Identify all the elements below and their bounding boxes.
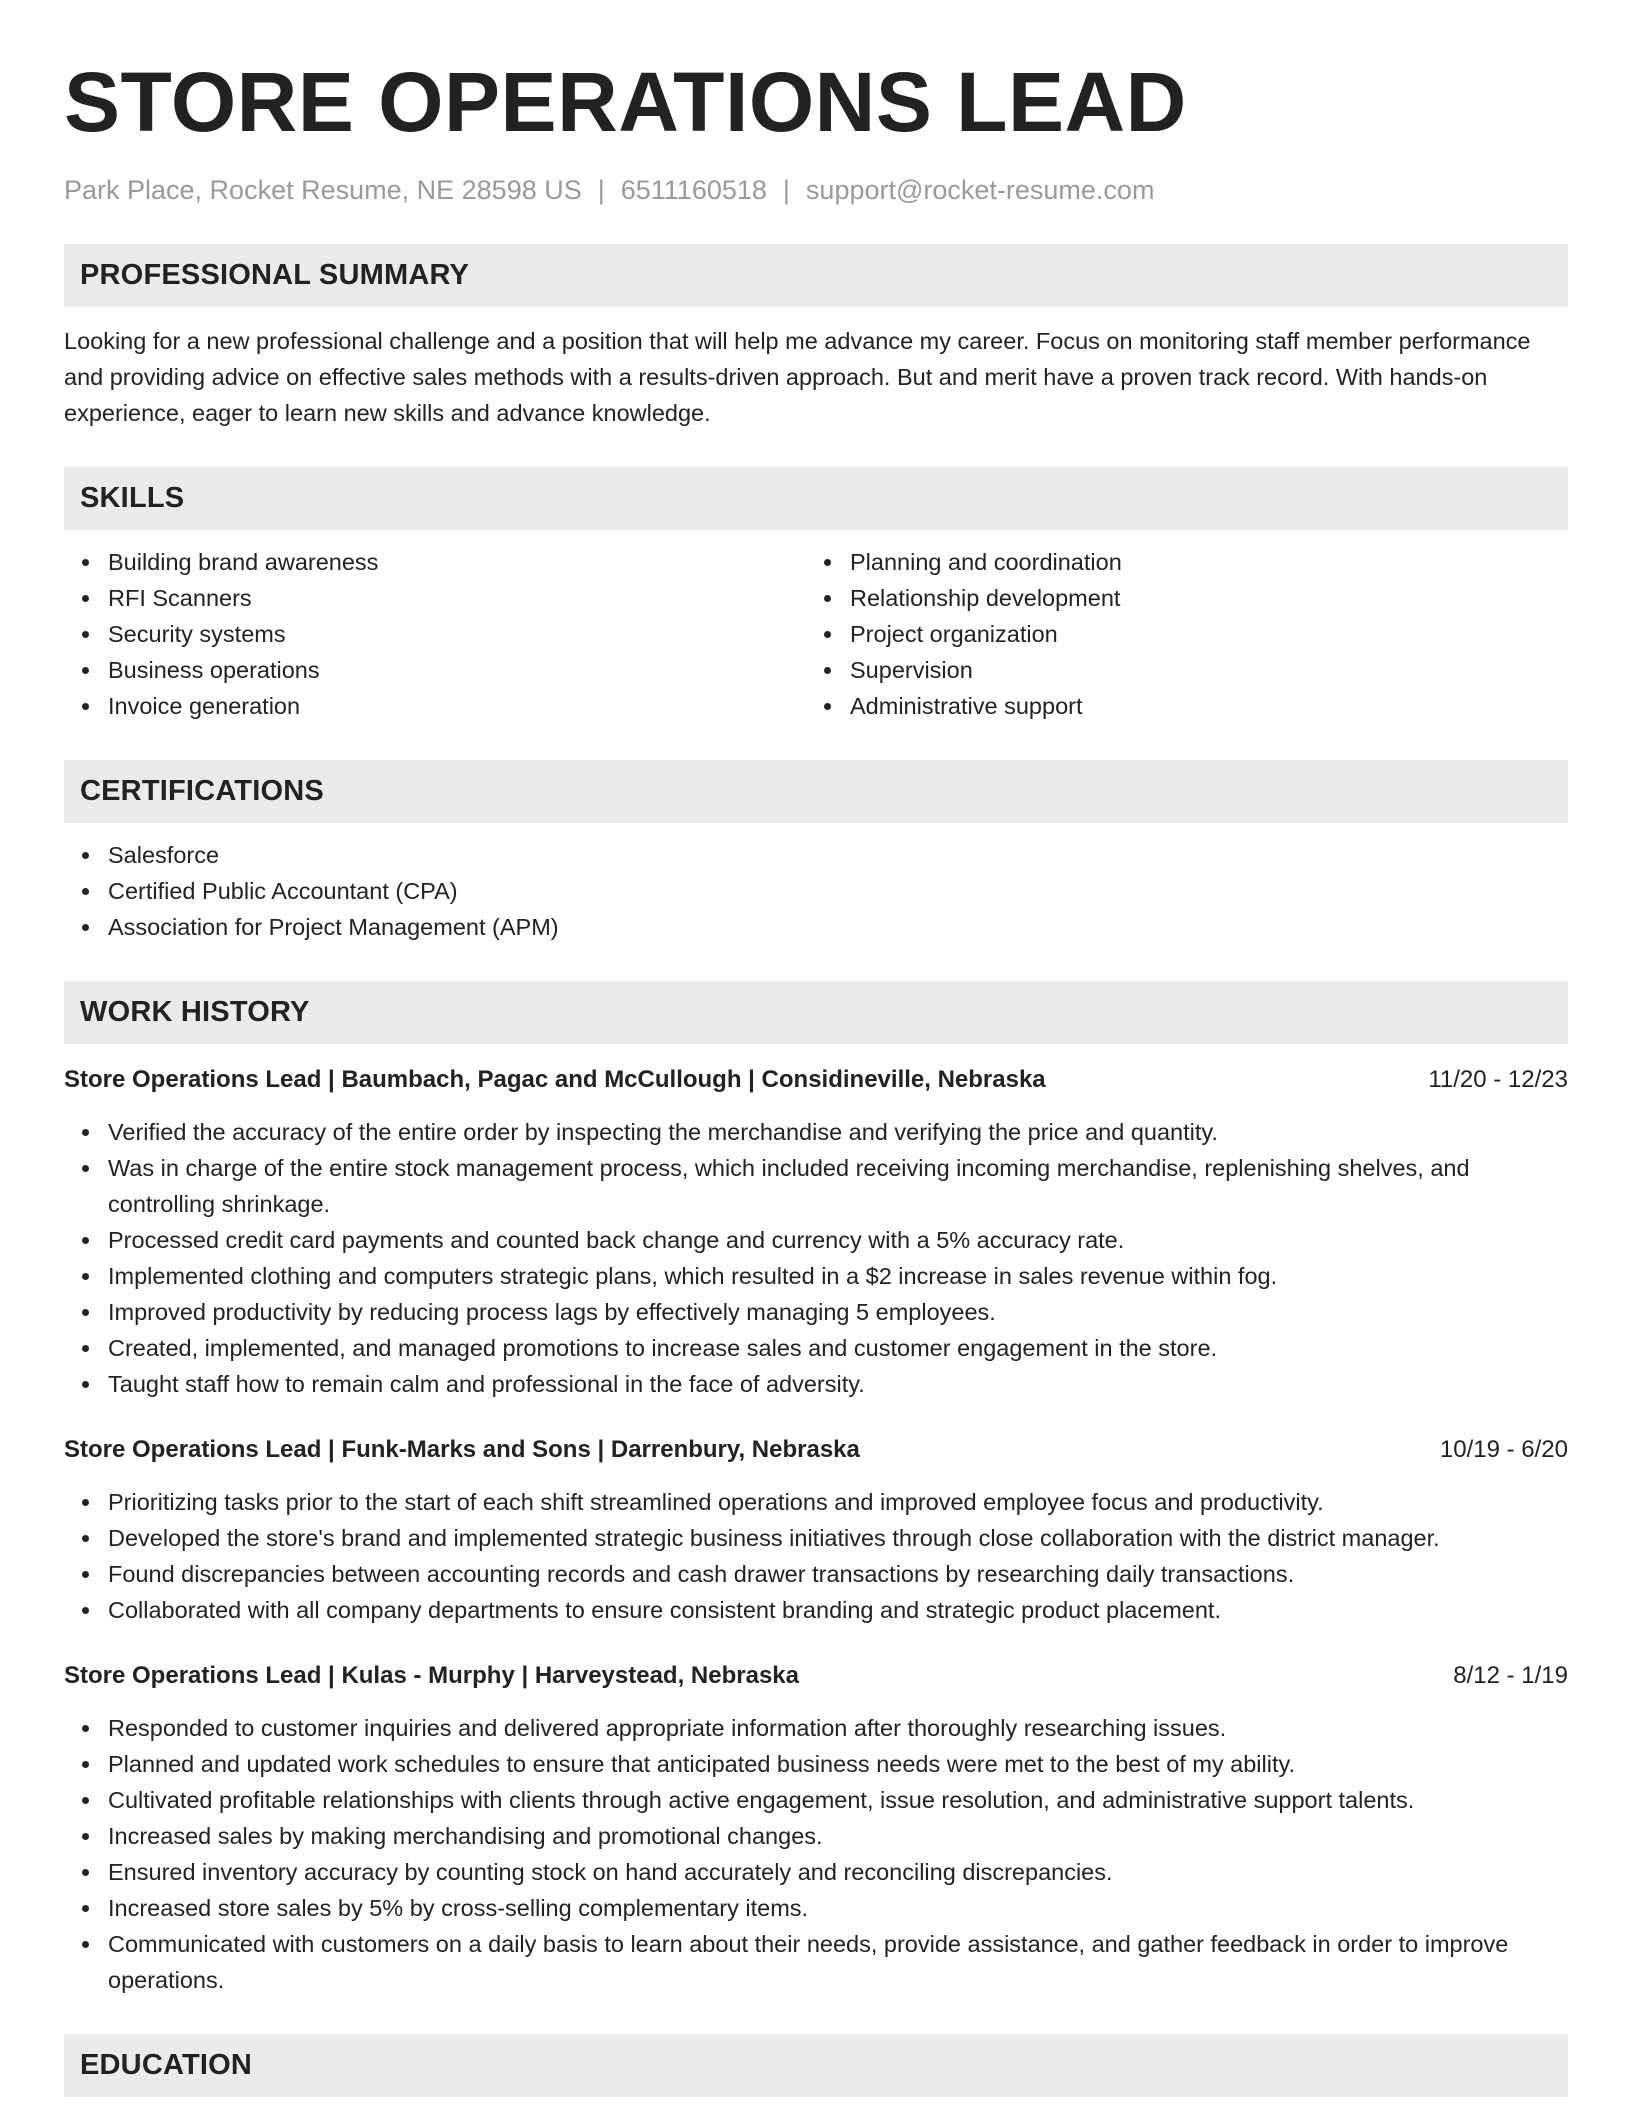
section-header (64, 981, 1568, 1044)
contact-phone: 6511160518 (620, 175, 767, 205)
skills-section (64, 467, 1568, 724)
job-entry (64, 1658, 1568, 1998)
job-title: Store Operations Lead | Baumbach, Pagac and McCullough | Considineville, Nebraska (64, 1066, 1046, 1093)
job-header (64, 1432, 1568, 1468)
job-title: Store Operations Lead | Funk-Marks and Sons | Darrenbury, Nebraska (64, 1436, 860, 1463)
skills-list-right (806, 544, 1568, 724)
work-history-heading: WORK HISTORY (80, 996, 310, 1028)
job-bullets (64, 1114, 1568, 1402)
skills-heading: SKILLS (80, 482, 185, 514)
summary-section (64, 244, 1568, 431)
job-bullet: Was in charge of the entire stock management process, which included receiving incoming merchandise, replenishing shelves, and controlling shrinkage. (108, 1150, 1568, 1222)
certification-item: Association for Project Management (APM) (108, 909, 1568, 945)
skill-item: Relationship development (850, 580, 1568, 616)
skill-item: Business operations (108, 652, 806, 688)
job-bullet: Prioritizing tasks prior to the start of each shift streamlined operations and improved employee focus and productivity. (108, 1484, 1568, 1520)
skill-item: Administrative support (850, 688, 1568, 724)
contact-address: Park Place, Rocket Resume, NE 28598 US (64, 175, 582, 205)
summary-heading: PROFESSIONAL SUMMARY (80, 259, 470, 291)
certifications-section (64, 760, 1568, 945)
skills-list-left (64, 544, 806, 724)
section-header (64, 244, 1568, 307)
job-bullet: Communicated with customers on a daily basis to learn about their needs, provide assistance, and gather feedback in order to improve operations. (108, 1926, 1568, 1998)
job-bullet: Increased store sales by 5% by cross-selling complementary items. (108, 1890, 1568, 1926)
job-bullet: Developed the store's brand and implemented strategic business initiatives through close collaboration with the district manager. (108, 1520, 1568, 1556)
job-entry (64, 1062, 1568, 1402)
work-history-section (64, 981, 1568, 1998)
job-bullet: Found discrepancies between accounting records and cash drawer transactions by researching daily transactions. (108, 1556, 1568, 1592)
section-header (64, 760, 1568, 823)
skill-item: RFI Scanners (108, 580, 806, 616)
job-title: Store Operations Lead | Kulas - Murphy | Harveystead, Nebraska (64, 1662, 799, 1689)
section-header (64, 2034, 1568, 2097)
skills-grid (64, 530, 1568, 724)
skill-item: Invoice generation (108, 688, 806, 724)
job-bullet: Processed credit card payments and counted back change and currency with a 5% accuracy rate. (108, 1222, 1568, 1258)
skill-item: Building brand awareness (108, 544, 806, 580)
summary-text: Looking for a new professional challenge and a position that will help me advance my career. Focus on monitoring staff member performance and providing advice on effective sales methods with a results-driven approach. But and merit have a proven track record. With hands-on experience, eager to learn new skills and advance knowledge. (64, 328, 1531, 426)
job-bullet: Taught staff how to remain calm and professional in the face of adversity. (108, 1366, 1568, 1402)
skill-item: Planning and coordination (850, 544, 1568, 580)
contact-separator: | (782, 175, 790, 205)
resume-title: STORE OPERATIONS LEAD (64, 55, 1187, 149)
job-header (64, 1062, 1568, 1098)
job-bullet: Planned and updated work schedules to ensure that anticipated business needs were met to the best of my ability. (108, 1746, 1568, 1782)
contact-separator: | (597, 175, 605, 205)
job-dates: 8/12 - 1/19 (1453, 1662, 1568, 1689)
job-bullet: Ensured inventory accuracy by counting stock on hand accurately and reconciling discrepancies. (108, 1854, 1568, 1890)
job-bullet: Increased sales by making merchandising and promotional changes. (108, 1818, 1568, 1854)
job-entry (64, 1432, 1568, 1628)
job-bullets (64, 1484, 1568, 1628)
certification-item: Certified Public Accountant (CPA) (108, 873, 1568, 909)
contact-email: support@rocket-resume.com (805, 175, 1155, 205)
certifications-list (64, 837, 1568, 945)
skill-item: Project organization (850, 616, 1568, 652)
certification-item: Salesforce (108, 837, 1568, 873)
skill-item: Supervision (850, 652, 1568, 688)
job-bullet: Collaborated with all company departments to ensure consistent branding and strategic product placement. (108, 1592, 1568, 1628)
job-header (64, 1658, 1568, 1694)
job-bullet: Cultivated profitable relationships with clients through active engagement, issue resolution, and administrative support talents. (108, 1782, 1568, 1818)
certifications-heading: CERTIFICATIONS (80, 775, 324, 807)
job-dates: 11/20 - 12/23 (1428, 1066, 1568, 1093)
job-bullet: Responded to customer inquiries and delivered appropriate information after thoroughly researching issues. (108, 1710, 1568, 1746)
contact-line (64, 172, 1568, 208)
education-heading: EDUCATION (80, 2049, 253, 2081)
education-section (64, 2034, 1568, 2097)
job-bullet: Verified the accuracy of the entire order by inspecting the merchandise and verifying the price and quantity. (108, 1114, 1568, 1150)
job-bullet: Created, implemented, and managed promotions to increase sales and customer engagement in the store. (108, 1330, 1568, 1366)
job-dates: 10/19 - 6/20 (1439, 1436, 1568, 1463)
skill-item: Security systems (108, 616, 806, 652)
job-bullet: Implemented clothing and computers strategic plans, which resulted in a $2 increase in sales revenue within fog. (108, 1258, 1568, 1294)
section-header (64, 467, 1568, 530)
job-bullet: Improved productivity by reducing process lags by effectively managing 5 employees. (108, 1294, 1568, 1330)
job-bullets (64, 1710, 1568, 1998)
